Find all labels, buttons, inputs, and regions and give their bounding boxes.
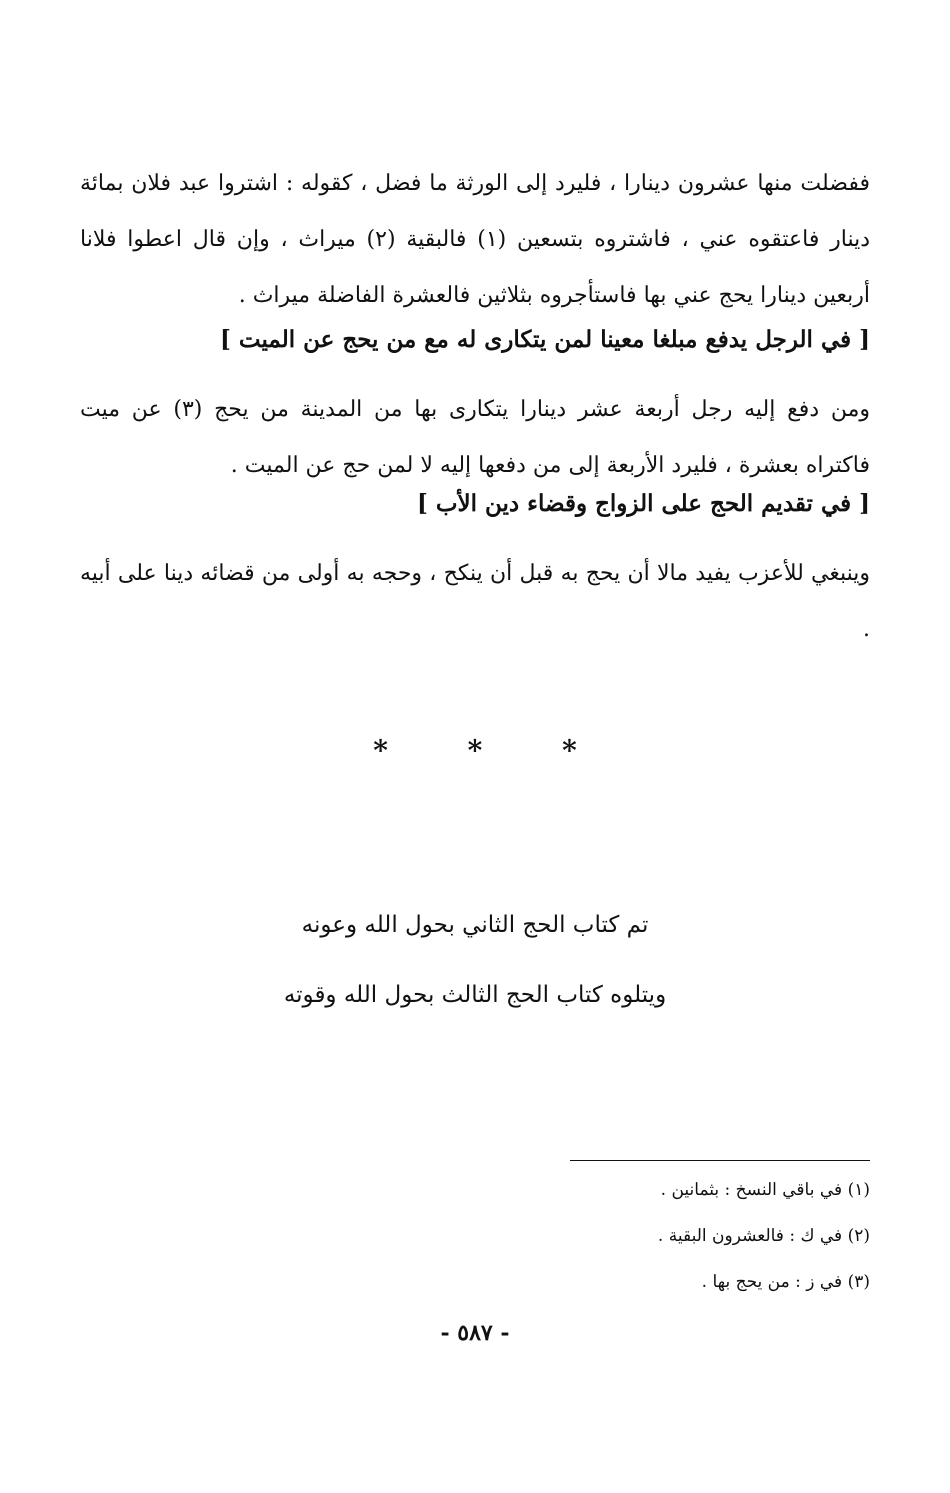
separator-star: * xyxy=(373,734,388,767)
footnote-2: (٢) في ك : فالعشرون البقية . xyxy=(657,1226,870,1246)
section-heading-hajj-before-marriage: [ في تقديم الحج على الزواج وقضاء دين الأب ] xyxy=(416,490,870,517)
section-heading-hiring-proxy: [ في الرجل يدفع مبلغا معينا لمن يتكارى له مع من يحج عن الميت ] xyxy=(220,326,870,353)
closing-line-end-of-book: تم كتاب الحج الثاني بحول الله وعونه xyxy=(301,912,649,938)
section-separator xyxy=(0,734,950,767)
closing-line-next-book: ويتلوه كتاب الحج الثالث بحول الله وقوته xyxy=(283,982,667,1008)
footnote-divider xyxy=(570,1160,870,1161)
footnote-1: (١) في باقي النسخ : بثمانين . xyxy=(660,1180,870,1200)
footnote-3: (٣) في ز : من يحج بها . xyxy=(701,1272,870,1292)
separator-star: * xyxy=(562,734,577,767)
paragraph-hajj-before-marriage: وينبغي للأعزب يفيد مالا أن يحج به قبل أن ينكح ، وحجه به أولى من قضائه دينا على أبيه . xyxy=(80,561,870,642)
paragraph-hiring-proxy: ومن دفع إليه رجل أربعة عشر دينارا يتكارى بها من المدينة من يحج (٣) عن ميت فاكتراه بعشرة ، فليرد الأربعة إلى من دفعها إليه لا لمن حج عن الميت . xyxy=(80,397,870,478)
page-number: - ٥٨٧ - xyxy=(440,1320,510,1346)
separator-star: * xyxy=(467,734,483,767)
paragraph-inheritance-surplus: ففضلت منها عشرون دينارا ، فليرد إلى الورثة ما فضل ، كقوله : اشتروا عبد فلان بمائة دينار فاعتقوه عني ، فاشتروه بتسعين (١) فالبقية (٢) ميراث ، وإن قال اعطوا فلانا أربعين دينارا يحج عني بها فاستأجروه بثلاثين فالعشرة الفاضلة ميراث . xyxy=(80,171,871,308)
